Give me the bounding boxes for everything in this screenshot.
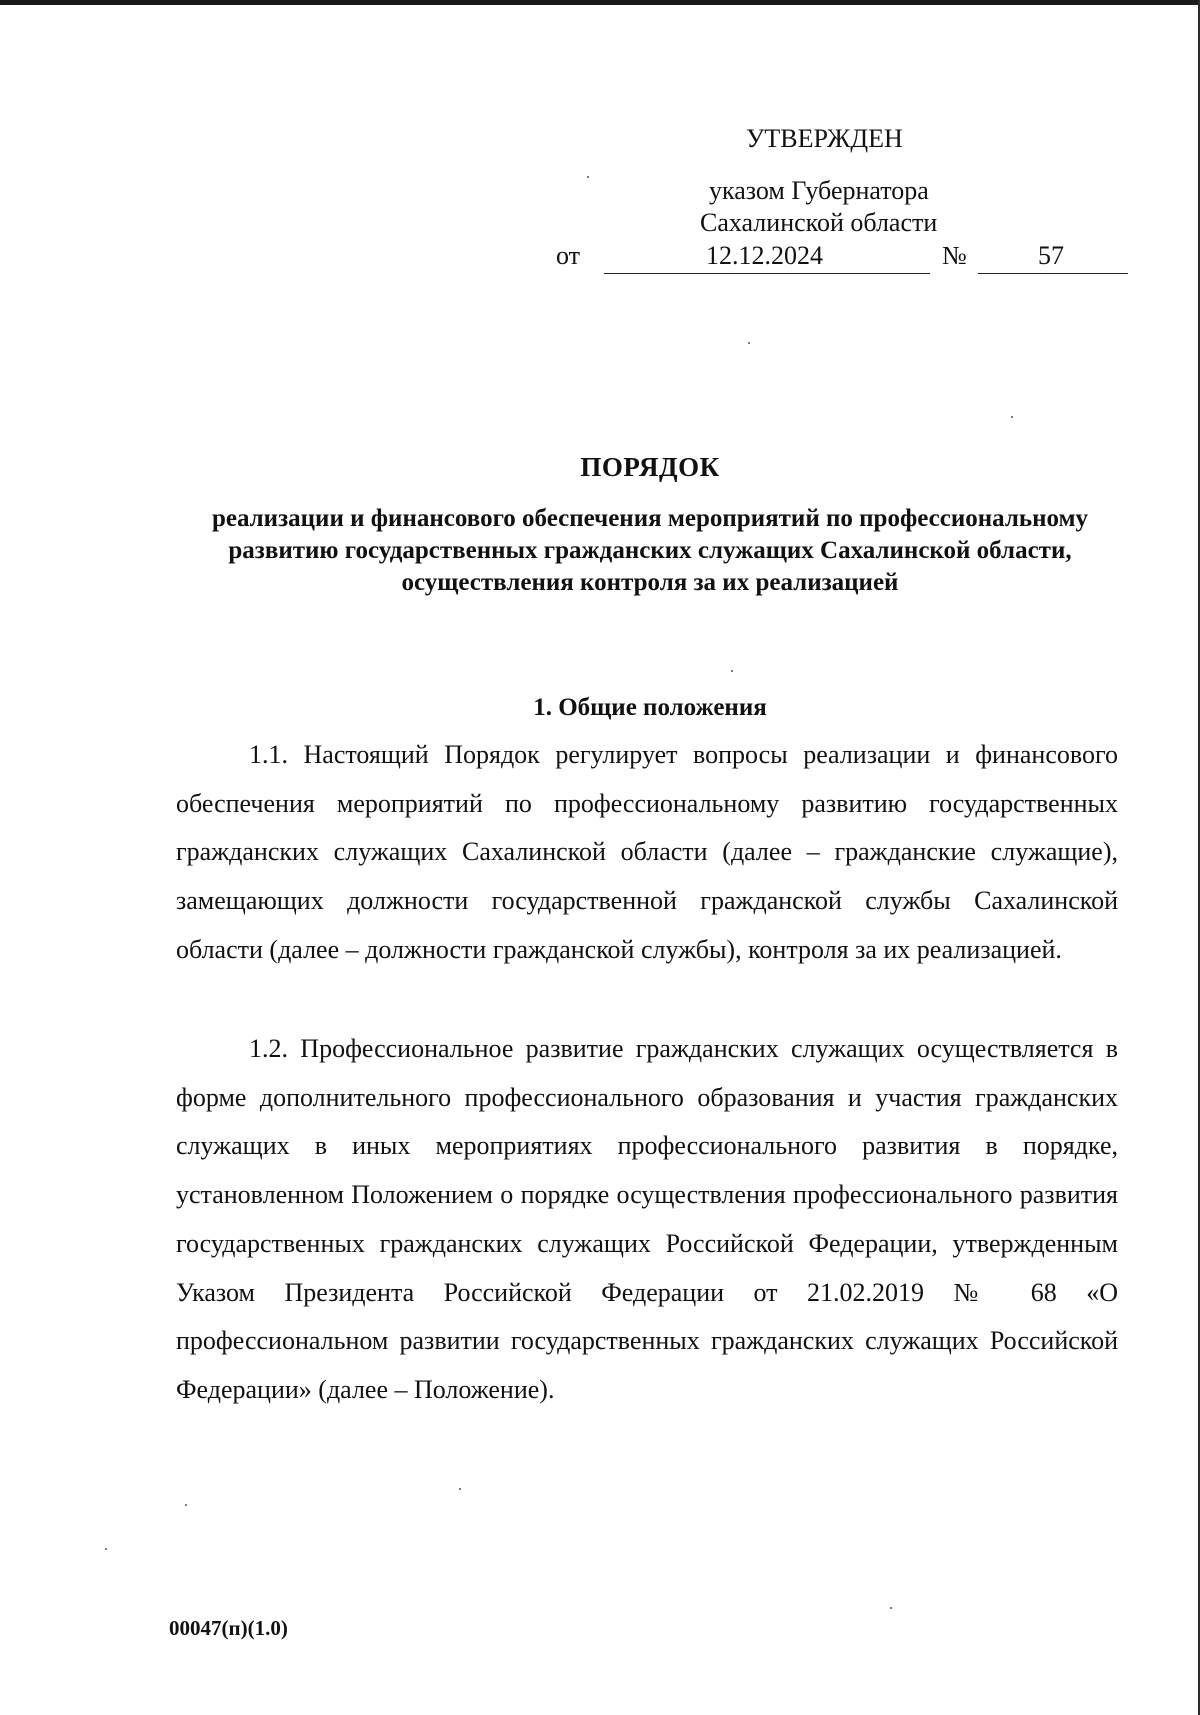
scan-speck [748,342,750,344]
paragraph-1-2: 1.2. Профессиональное развитие гражданских служащих осуществляется в форме дополнительного профессионального образования и участия гражданских служащих в иных мероприятиях профессионального развития в порядке, установленном Положением о порядке осуществления профессионального развития государственных гражданских служащих Российской Федерации, утвержденным Указом Президента Российской Федерации от 21.02.2019 № 68 «О профессиональном развитии государственных гражданских служащих Российской Федерации» (далее – Положение). [176,1034,1118,1404]
decree-date-row [0,241,1200,277]
decree-number: 57 [1038,241,1064,270]
decree-by-line: указом Губернатора [709,176,929,205]
document-subtitle: реализации и финансового обеспечения мероприятий по профессиональному развитию государственных гражданских служащих Сахалинской области, осуществления контроля за их реализацией [211,505,1089,596]
scan-speck [890,1607,892,1609]
date-underline [604,273,930,274]
document-title: ПОРЯДОК [580,452,720,482]
scan-speck [1011,416,1013,418]
section-heading: 1. Общие положения [533,694,767,721]
scan-speck [459,1488,461,1490]
scan-speck [185,1504,187,1506]
region-line: Сахалинской области [700,208,938,237]
number-underline [978,273,1128,274]
document-title-block [150,452,1150,599]
scan-speck [105,1548,107,1550]
paragraph-1-1: 1.1. Настоящий Порядок регулирует вопросы реализации и финансового обеспечения мероприятий по профессиональному развитию государственных гражданских служащих Сахалинской области (далее – гражданские служащие), замещающих должности государственной гражданской службы Сахалинской области (далее – должности гражданской службы), контроля за их реализацией. [176,740,1118,964]
document-code: 00047(п)(1.0) [169,1616,288,1640]
approved-label: УТВЕРЖДЕН [746,124,903,153]
decree-date: 12.12.2024 [706,241,823,270]
scan-speck [731,670,733,672]
approval-block [0,0,1200,290]
from-label: от [556,241,581,270]
number-sign: № [942,241,967,270]
scan-speck [587,176,589,178]
